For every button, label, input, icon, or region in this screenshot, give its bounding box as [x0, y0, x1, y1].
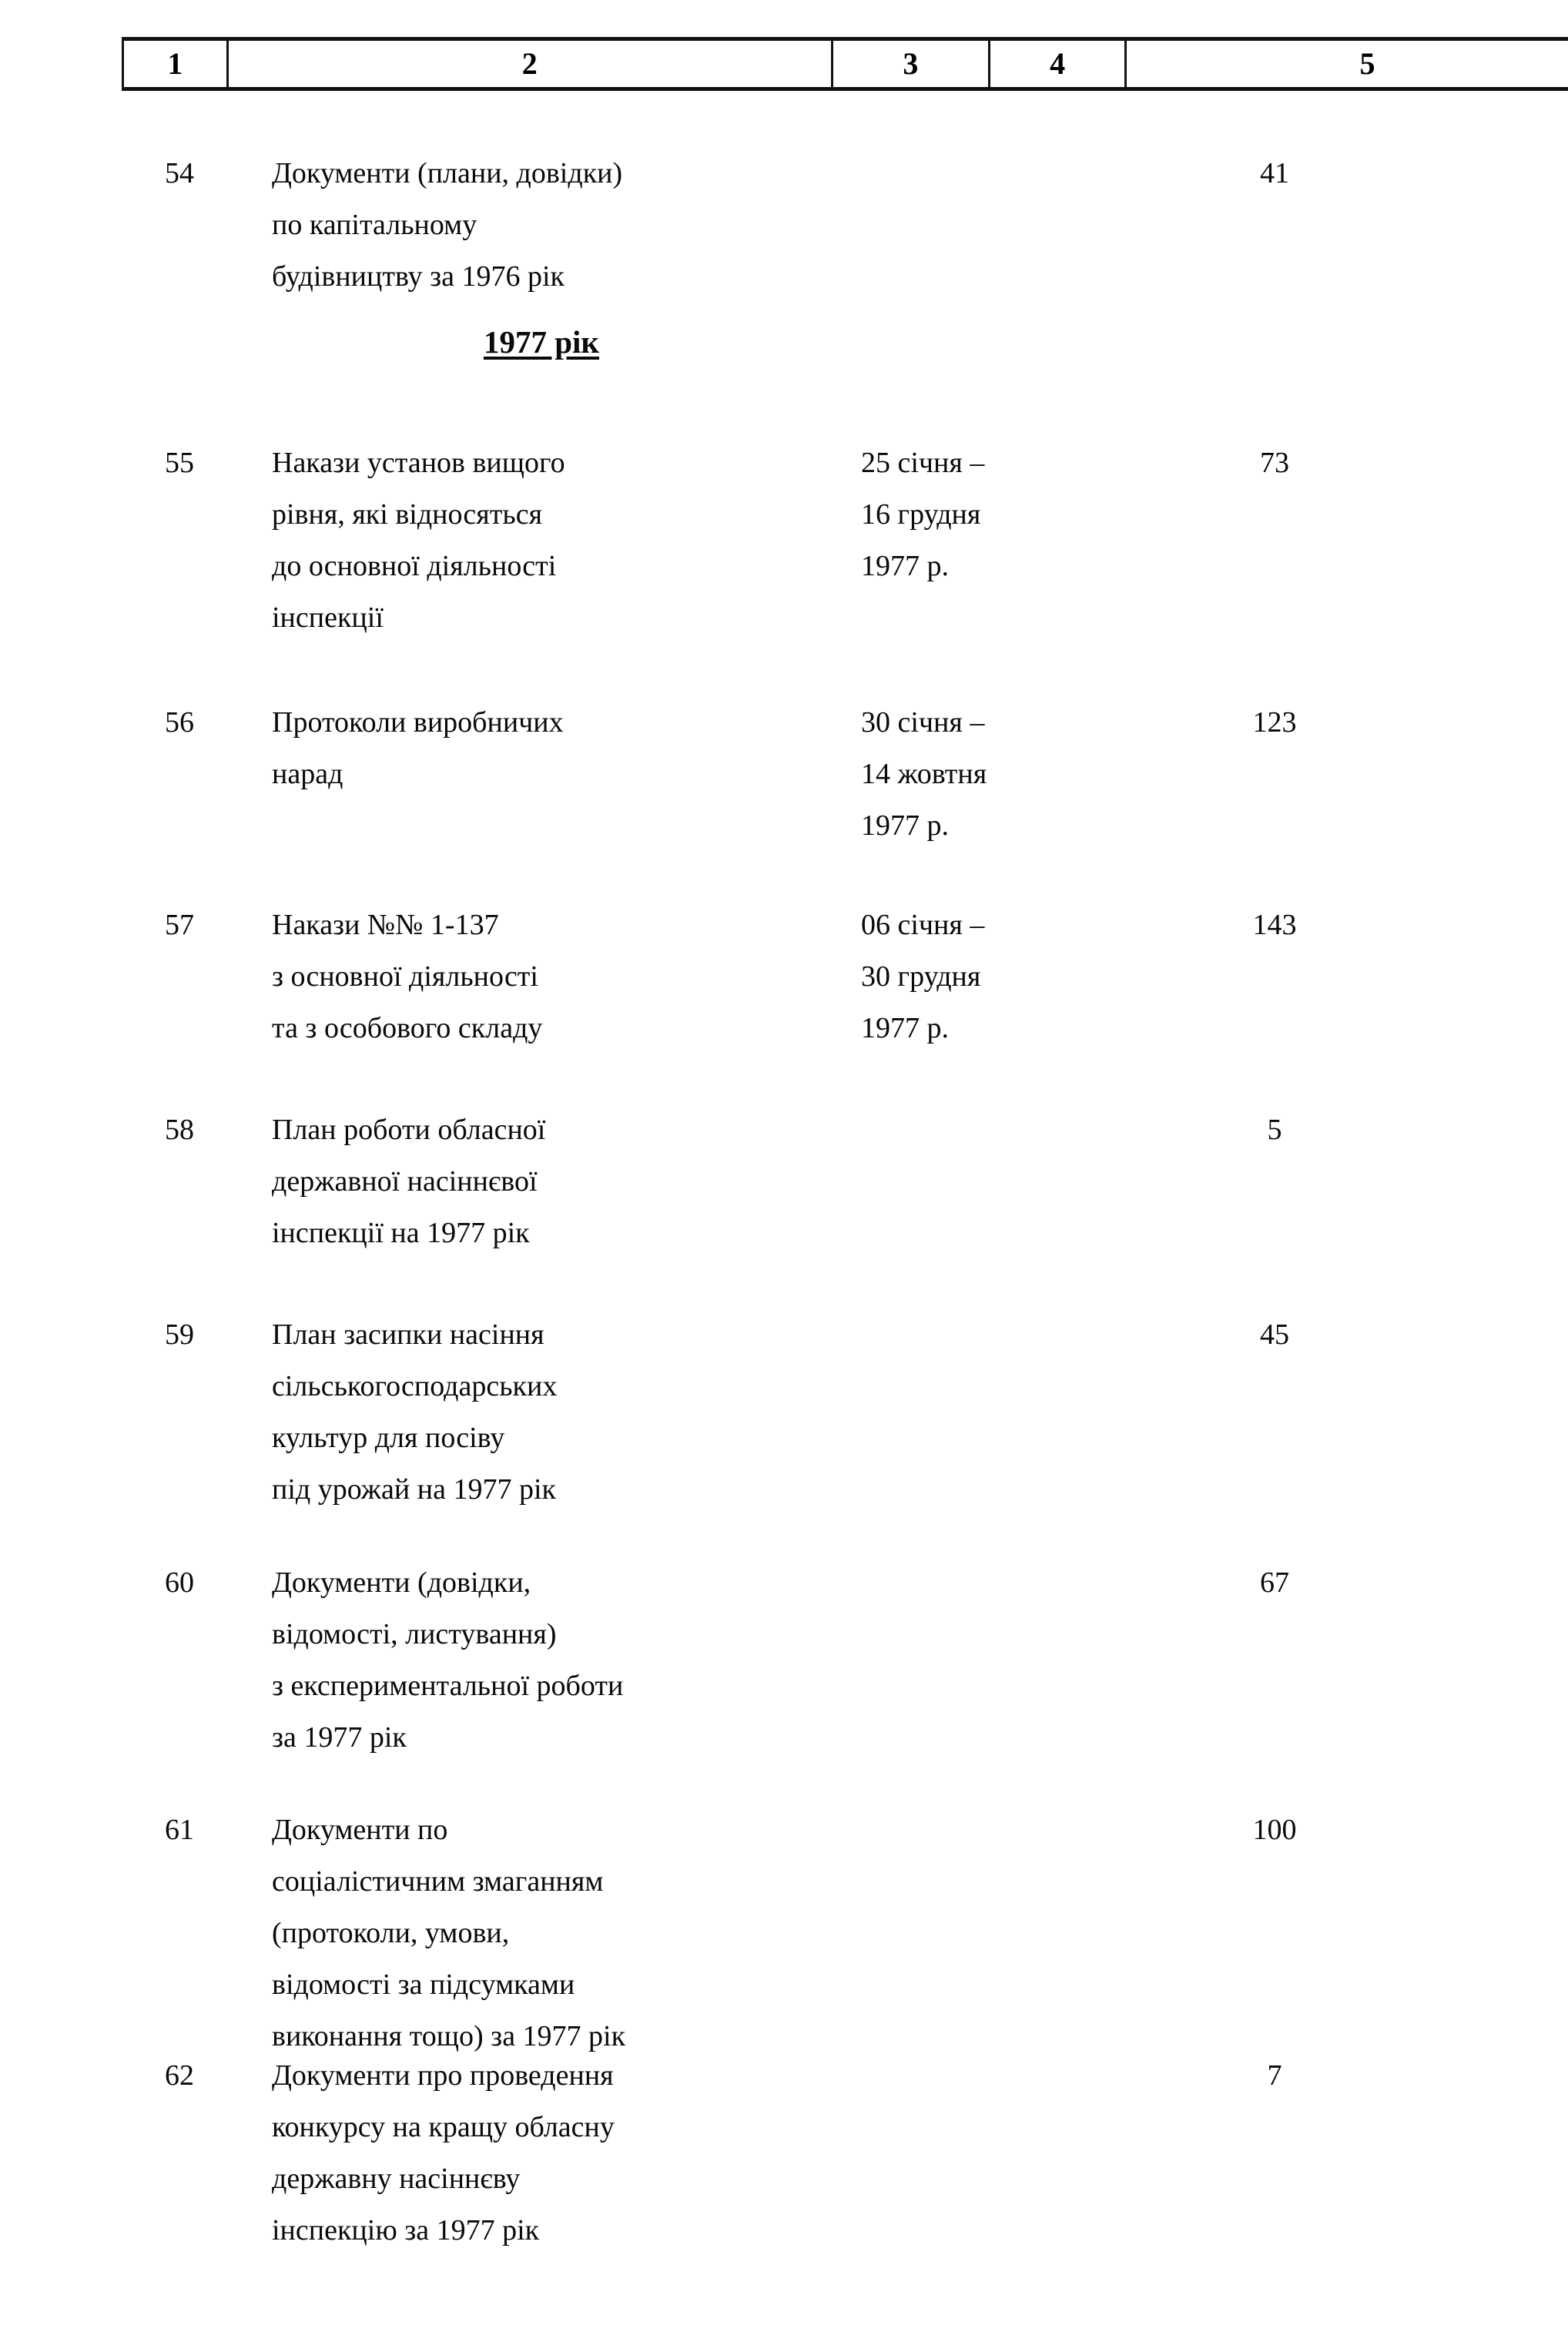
row-date-line: 14 жовтня: [861, 758, 987, 790]
row-title-line: відомості, листування): [272, 1618, 557, 1650]
row-title-line: з основної діяльності: [272, 960, 538, 993]
row-title: [272, 148, 811, 303]
row-page-count: 5: [1267, 1114, 1282, 1146]
row-title-line: до основної діяльності: [272, 550, 557, 582]
row-title-line: конкурсу на кращу обласну: [272, 2111, 615, 2143]
row-title-line: Документи (довідки,: [272, 1566, 531, 1599]
row-number: 54: [165, 157, 194, 189]
row-page-count: 123: [1252, 706, 1297, 739]
row-title-line: з експериментальної роботи: [272, 1670, 624, 1702]
row-number: 60: [165, 1566, 194, 1599]
row-page-count: 100: [1252, 1814, 1297, 1846]
row-title-line: План роботи обласної: [272, 1114, 546, 1146]
row-title-line: будівництву за 1976 рік: [272, 260, 565, 293]
row-title-line: Протоколи виробничих: [272, 706, 564, 739]
year-section-heading: [272, 325, 811, 360]
column-header-2: 2: [229, 41, 833, 87]
row-title-line: Документи (плани, довідки): [272, 157, 623, 189]
row-number: 55: [165, 447, 194, 479]
row-date-line: 16 грудня: [861, 498, 981, 531]
row-title-line: План засипки насіння: [272, 1318, 544, 1351]
row-title: [272, 2050, 811, 2257]
row-number: 59: [165, 1318, 194, 1351]
row-dates: [861, 697, 1046, 852]
row-title-line: виконання тощо) за 1977 рік: [272, 2020, 626, 2052]
row-title-line: Накази установ вищого: [272, 447, 565, 479]
column-header-table: [122, 37, 1568, 91]
row-title: [272, 1309, 811, 1516]
column-header-4: 4: [990, 41, 1127, 87]
row-page-count: 41: [1260, 157, 1289, 189]
row-title-line: (протоколи, умови,: [272, 1917, 510, 1949]
row-title-line: Документи по: [272, 1814, 448, 1846]
row-page-count: 7: [1267, 2059, 1282, 2092]
row-title-line: інспекцію за 1977 рік: [272, 2214, 540, 2246]
row-page-count: 45: [1260, 1318, 1289, 1351]
row-title-line: культур для посіву: [272, 1422, 505, 1454]
row-title-line: по капітальному: [272, 209, 477, 241]
row-title: [272, 437, 811, 644]
row-date-line: 1977 р.: [861, 809, 949, 842]
row-title-line: Документи про проведення: [272, 2059, 614, 2092]
row-number: 57: [165, 909, 194, 941]
row-date-line: 06 січня –: [861, 909, 985, 941]
row-number: 56: [165, 706, 194, 739]
column-header-1: 1: [124, 41, 229, 87]
row-title-line: державну насіннєву: [272, 2163, 521, 2195]
row-title-line: сільськогосподарських: [272, 1370, 558, 1402]
column-header-5: 5: [1359, 46, 1375, 81]
row-dates: [861, 437, 1046, 592]
row-dates: [861, 900, 1046, 1054]
row-date-line: 1977 р.: [861, 1012, 949, 1044]
row-title-line: та з особового складу: [272, 1012, 543, 1044]
row-date-line: 1977 р.: [861, 550, 949, 582]
row-date-line: 30 січня –: [861, 706, 985, 739]
row-page-count: 67: [1260, 1566, 1289, 1599]
row-date-line: 25 січня –: [861, 447, 985, 479]
row-title-line: під урожай на 1977 рік: [272, 1473, 556, 1506]
row-title: [272, 1557, 811, 1764]
row-title-line: за 1977 рік: [272, 1721, 407, 1754]
row-title-line: інспекції: [272, 601, 384, 634]
row-date-line: 30 грудня: [861, 960, 981, 993]
row-title-line: відомості за підсумками: [272, 1968, 575, 2001]
row-page-count: 143: [1252, 909, 1297, 941]
row-title-line: рівня, які відносяться: [272, 498, 543, 531]
year-section-heading-text: 1977 рік: [483, 324, 600, 360]
row-number: 62: [165, 2059, 194, 2092]
row-title: [272, 900, 811, 1054]
row-title: [272, 697, 811, 800]
row-title: [272, 1104, 811, 1259]
row-title-line: нарад: [272, 758, 343, 790]
row-number: 58: [165, 1114, 194, 1146]
row-title-line: соціалістичним змаганням: [272, 1865, 604, 1898]
row-title-line: Накази №№ 1-137: [272, 909, 499, 941]
column-header-3: 3: [833, 41, 991, 87]
row-title-line: інспекції на 1977 рік: [272, 1217, 530, 1249]
row-number: 61: [165, 1814, 194, 1846]
row-title-line: державної насіннєвої: [272, 1165, 538, 1198]
row-title: [272, 1804, 811, 2062]
row-page-count: 73: [1260, 447, 1289, 479]
